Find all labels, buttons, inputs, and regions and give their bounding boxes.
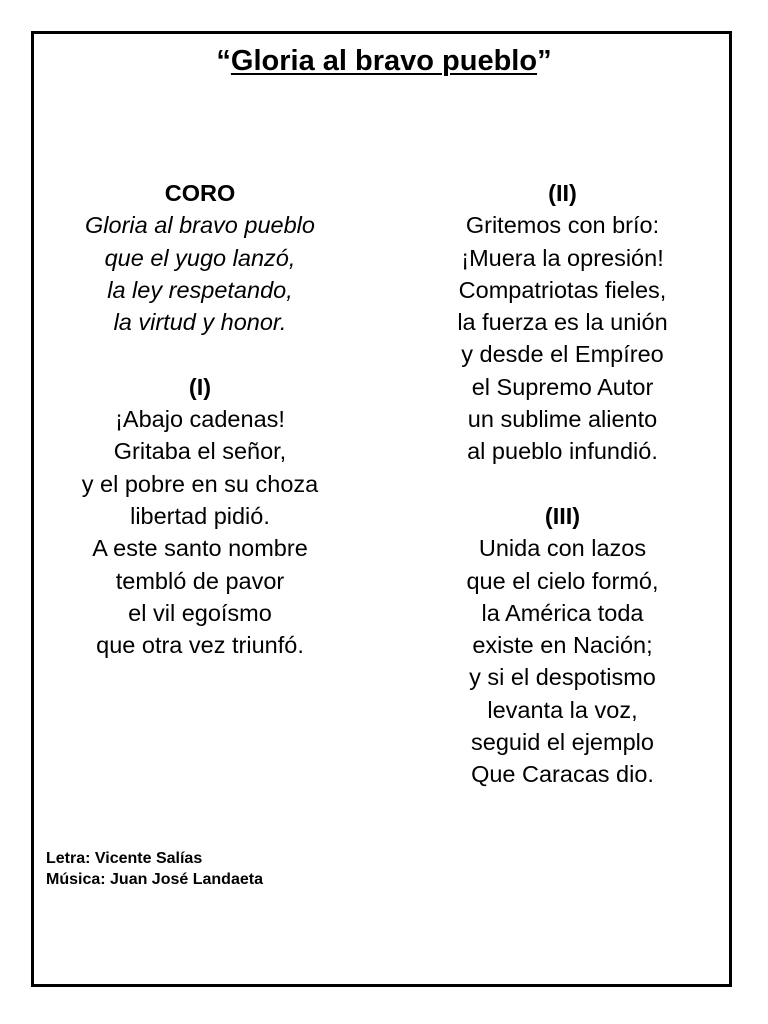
stanza-2-line: el Supremo Autor (471, 373, 654, 400)
stanza-1-line: ¡Abajo cadenas! (115, 406, 285, 433)
lyrics-credit: Letra: Vicente Salías (46, 850, 203, 867)
stanza-1-line: Gritaba el señor, (113, 438, 287, 465)
coro-stanza (50, 177, 350, 338)
stanza-3-heading: (III) (544, 502, 581, 529)
right-column (410, 177, 715, 791)
stanza-3-line: seguid el ejemplo (471, 729, 654, 756)
page-title (0, 44, 768, 78)
stanza-3-line: existe en Nación; (472, 632, 653, 659)
stanza-3-line: levanta la voz, (487, 696, 638, 723)
title-text: Gloria al bravo pueblo (230, 45, 538, 77)
stanza-1 (50, 371, 350, 662)
title-open-quote: “ (216, 45, 231, 77)
coro-line: Gloria al bravo pueblo (85, 212, 315, 239)
stanza-2-line: un sublime aliento (467, 406, 658, 433)
stanza-2-line: Compatriotas fieles, (458, 276, 667, 303)
stanza-1-heading: (I) (188, 373, 212, 400)
stanza-1-line: el vil egoísmo (128, 599, 272, 626)
music-credit: Música: Juan José Landaeta (46, 871, 263, 888)
stanza-1-line: A este santo nombre (92, 535, 308, 562)
stanza-3-line: que el cielo formó, (466, 567, 659, 594)
title-close-quote: ” (537, 45, 552, 77)
credits (46, 848, 263, 890)
stanza-2-line: y desde el Empíreo (461, 341, 664, 368)
stanza-3-line: y si el despotismo (469, 664, 656, 691)
coro-line: la ley respetando, (107, 276, 293, 303)
stanza-1-line: que otra vez triunfó. (96, 632, 304, 659)
stanza-3 (410, 500, 715, 791)
coro-line: que el yugo lanzó, (104, 244, 296, 271)
stanza-1-line: y el pobre en su choza (81, 470, 319, 497)
stanza-2-heading: (II) (548, 180, 577, 206)
stanza-2-line: la fuerza es la unión (457, 309, 668, 336)
stanza-1-line: tembló de pavor (115, 567, 285, 594)
stanza-1-line: libertad pidió. (130, 502, 270, 529)
stanza-3-line: Que Caracas dio. (471, 761, 654, 788)
stanza-3-line: Unida con lazos (478, 535, 647, 562)
stanza-2-line: ¡Muera la opresión! (461, 244, 664, 271)
stanza-2-line: Gritemos con brío: (465, 212, 660, 239)
stanza-3-line: la América toda (481, 599, 644, 626)
stanza-2-line: al pueblo infundió. (467, 438, 658, 465)
coro-heading: CORO (164, 180, 236, 206)
coro-line: la virtud y honor. (113, 309, 287, 336)
stanza-2 (410, 177, 715, 468)
left-column (50, 177, 350, 661)
